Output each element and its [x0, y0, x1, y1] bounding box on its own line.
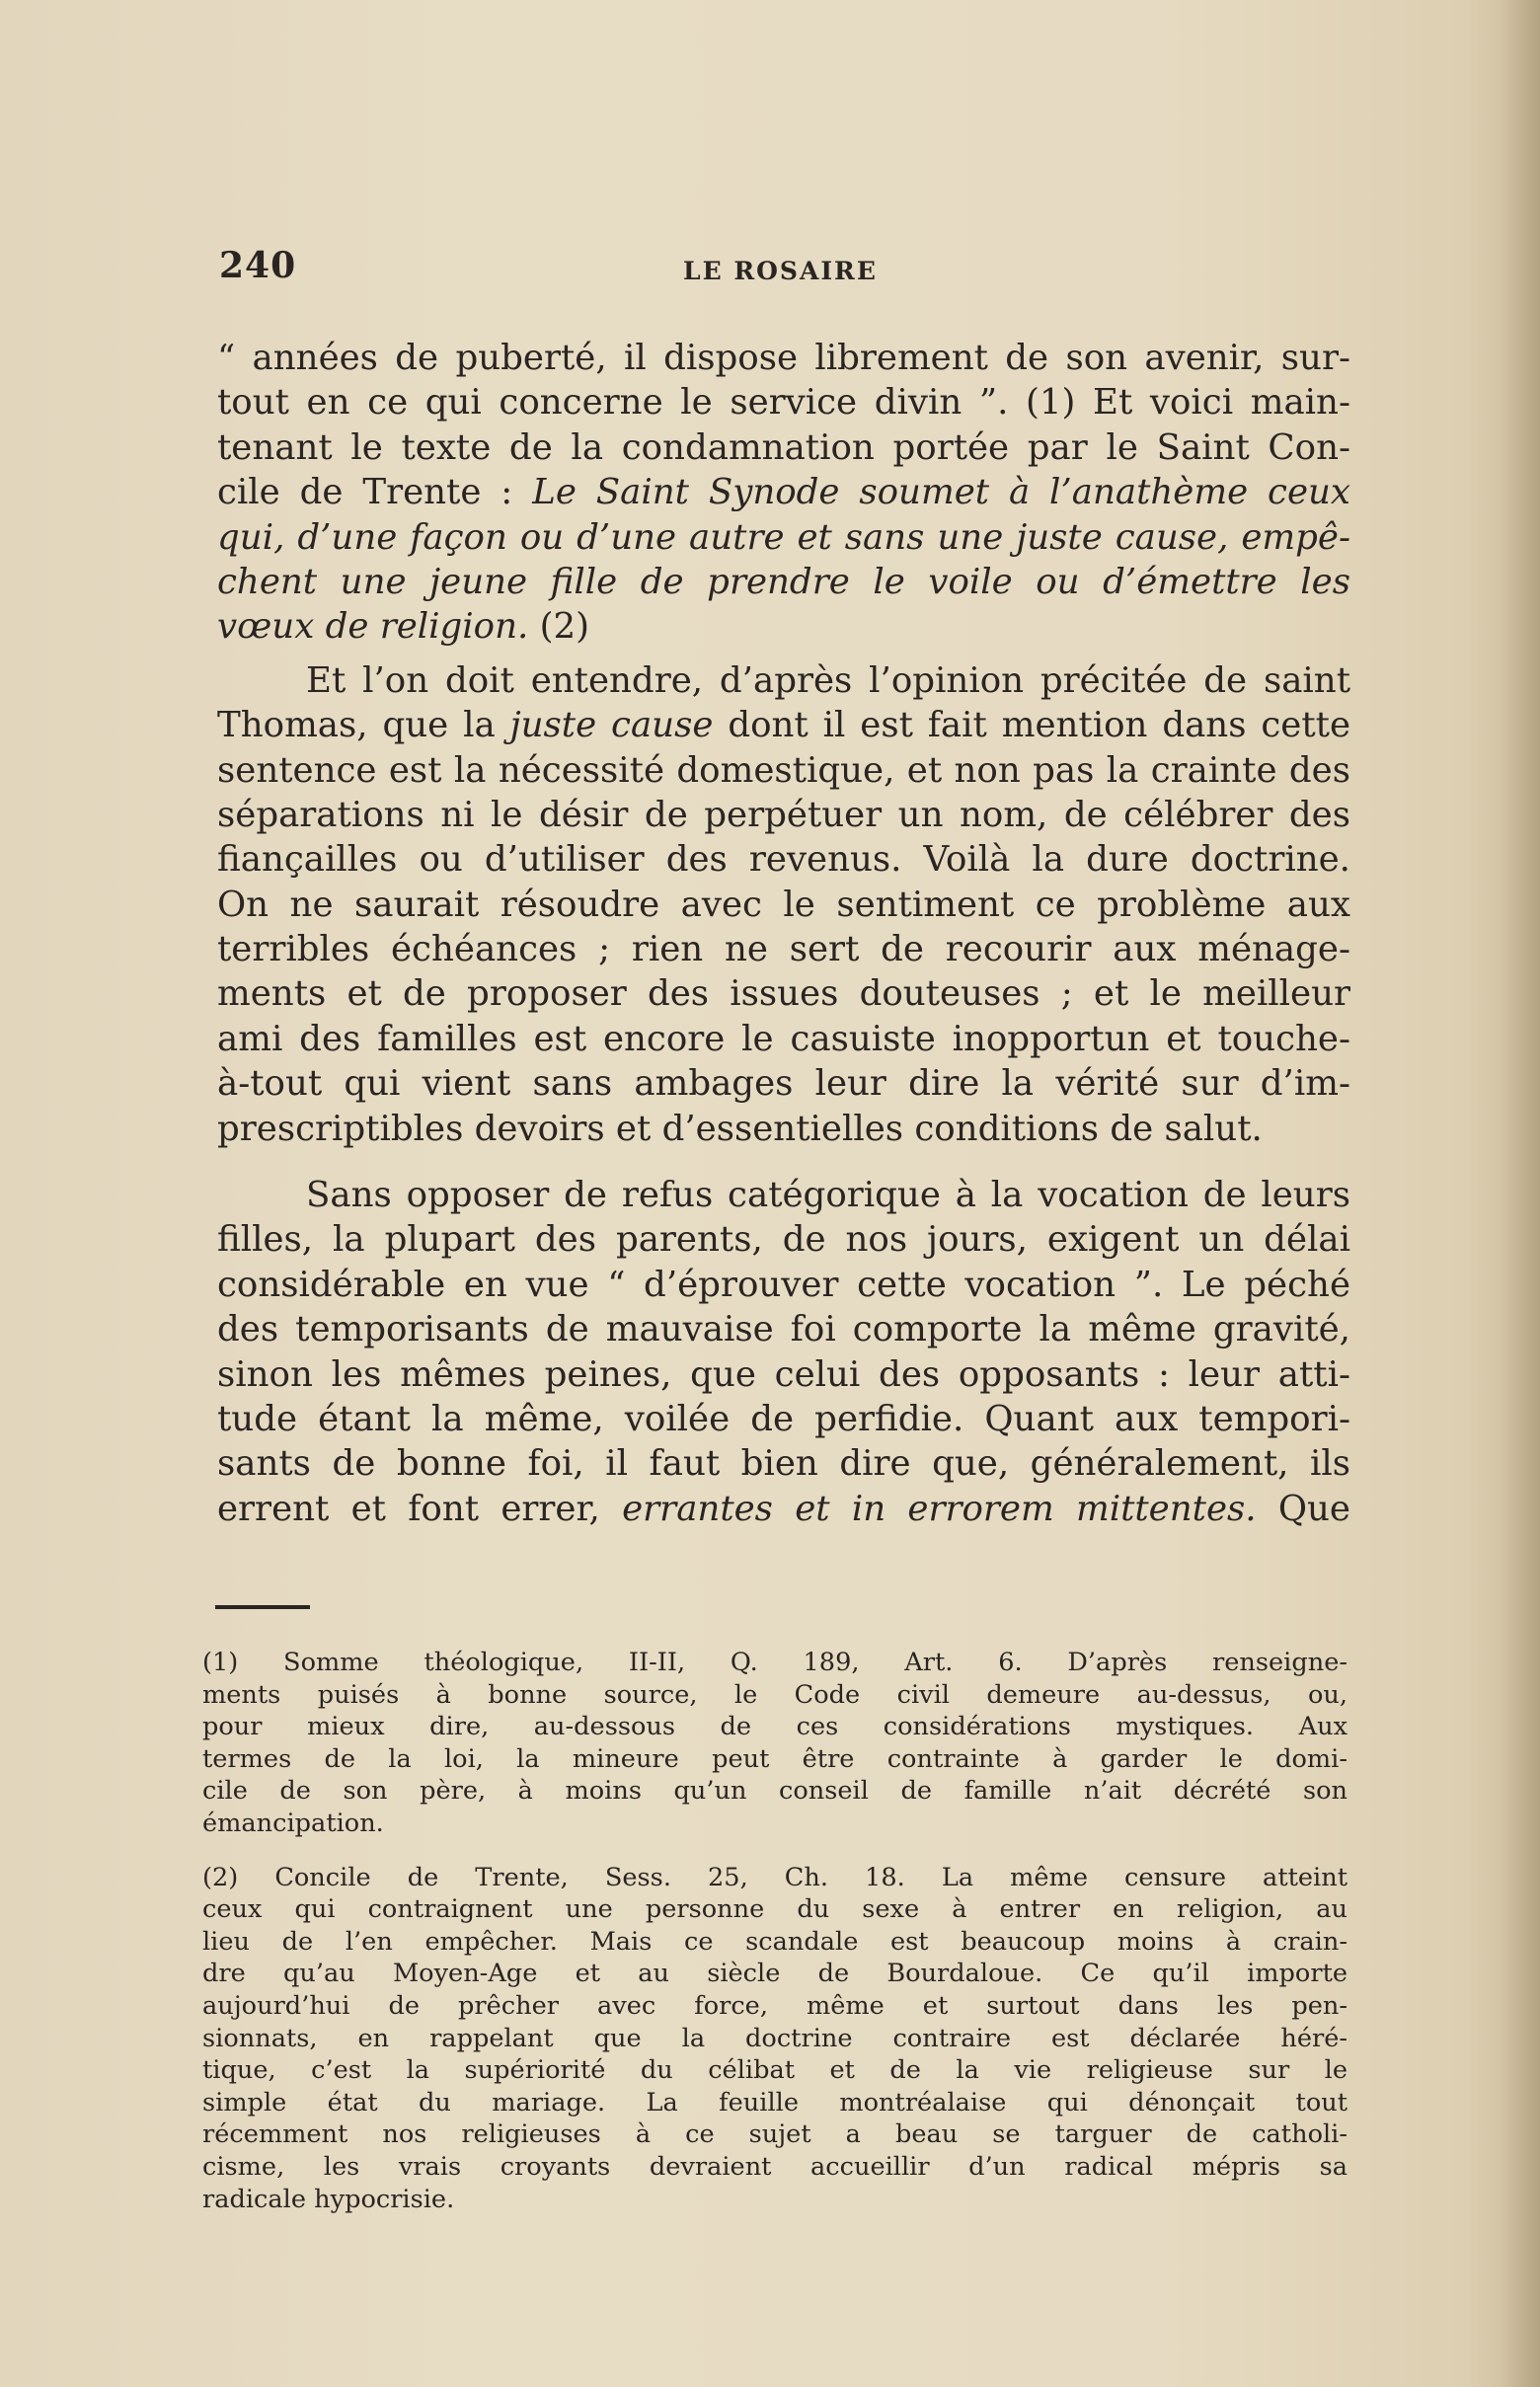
italic-run: errantes et in errorem mittentes.: [622, 1488, 1257, 1529]
main-text: [217, 336, 1350, 1531]
text-line: considérable en vue “ d’éprouver cette vocation ”. Le péché: [217, 1264, 1350, 1305]
footnote-line: tique, c’est la supériorité du célibat et de la vie religieuse sur le: [202, 2055, 1348, 2086]
text-line: prescriptibles devoirs et d’essentielles conditions de salut.: [217, 1108, 1263, 1149]
text-line: tout en ce qui concerne le service divin ”. (1) Et voici main-: [217, 382, 1350, 424]
footnote-divider: [215, 1605, 310, 1609]
text-line: [217, 560, 1350, 604]
text-line: fiançailles ou d’utiliser des revenus. Voilà la dure doctrine.: [217, 839, 1350, 881]
footnote-line: radicale hypocrisie.: [202, 2184, 455, 2214]
footnote-line: simple état du mariage. La feuille montréalaise qui dénonçait tout: [202, 2087, 1348, 2118]
footnote-line: lieu de l’en empêcher. Mais ce scandale est beaucoup moins à crain-: [202, 1926, 1348, 1957]
text-line: sinon les mêmes peines, que celui des opposants : leur atti-: [217, 1353, 1350, 1395]
footnote-line: aujourd’hui de prêcher avec force, même et surtout dans les pen-: [202, 1990, 1348, 2021]
text-line: [217, 604, 1350, 649]
text-line: sentence est la nécessité domestique, et non pas la crainte des: [217, 749, 1350, 791]
paragraph-2: [217, 658, 1350, 1151]
footnote-2: [202, 1862, 1348, 2216]
text-run: cile de Trente :: [217, 472, 533, 513]
footnote-line: ceux qui contraignent une personne du sexe à entrer en religion, au: [202, 1894, 1348, 1925]
footnote-line: récemment nos religieuses à ce sujet a beau se targuer de catholi-: [202, 2119, 1348, 2150]
footnote-line: dre qu’au Moyen-Age et au siècle de Bourdaloue. Ce qu’il importe: [202, 1959, 1348, 1989]
italic-run: Le Saint Synode soumet à l’anathème ceux: [532, 472, 1350, 513]
text-line: [217, 1487, 1350, 1531]
text-run: dont il est fait mention dans cette: [713, 705, 1351, 746]
paragraph-1: [217, 336, 1350, 650]
running-title: LE ROSAIRE: [683, 257, 878, 285]
footnote-line: (2) Concile de Trente, Sess. 25, Ch. 18. La même censure atteint: [202, 1862, 1348, 1892]
text-line: ments et de proposer des issues douteuses ; et le meilleur: [217, 973, 1350, 1015]
footnote-line: termes de la loi, la mineure peut être contrainte à garder le domi-: [202, 1743, 1348, 1774]
footnote-line: émancipation.: [202, 1808, 384, 1838]
text-line: filles, la plupart des parents, de nos jours, exigent un délai: [217, 1219, 1350, 1261]
text-line: Sans opposer de refus catégorique à la vocation de leurs: [306, 1175, 1350, 1216]
text-line: ami des familles est encore le casuiste inopportun et touche-: [217, 1018, 1350, 1059]
text-line: terribles échéances ; rien ne sert de recourir aux ménage-: [217, 929, 1350, 970]
text-line: On ne saurait résoudre avec le sentiment ce problème aux: [217, 884, 1350, 925]
page-edge-shadow: [1501, 0, 1540, 2387]
footnote-ref: (2): [528, 606, 590, 648]
text-line: [217, 703, 1350, 747]
text-line: [217, 470, 1350, 514]
footnote-line: sionnats, en rappelant que la doctrine contraire est déclarée héré-: [202, 2023, 1348, 2053]
footnotes: [202, 1647, 1348, 2215]
text-run: Thomas, que la: [217, 705, 510, 746]
text-run: Que: [1256, 1488, 1350, 1529]
text-line: sants de bonne foi, il faut bien dire que, généralement, ils: [217, 1443, 1350, 1485]
italic-run: chent une jeune fille de prendre le voile ou d’émettre les: [217, 561, 1350, 602]
footnote-line: ments puisés à bonne source, le Code civil demeure au-dessus, ou,: [202, 1679, 1348, 1710]
text-line: séparations ni le désir de perpétuer un nom, de célébrer des: [217, 794, 1350, 835]
footnote-line: pour mieux dire, au-dessous de ces considérations mystiques. Aux: [202, 1712, 1348, 1742]
text-line: [217, 515, 1350, 560]
text-line: tenant le texte de la condamnation portée par le Saint Con-: [217, 426, 1350, 468]
italic-run: qui, d’une façon ou d’une autre et sans une juste cause, empê-: [217, 516, 1350, 558]
text-run: errent et font errer,: [217, 1488, 623, 1529]
footnote-line: (1) Somme théologique, II-II, Q. 189, Art. 6. D’après renseigne-: [202, 1648, 1348, 1677]
footnote-line: cile de son père, à moins qu’un conseil de famille n’ait décrété son: [202, 1776, 1348, 1807]
paragraph-3: [217, 1173, 1350, 1531]
page-header: [219, 245, 1349, 292]
footnote-line: cisme, les vrais croyants devraient accueillir d’un radical mépris sa: [202, 2151, 1348, 2182]
footnote-1: [202, 1647, 1348, 1840]
text-line: à-tout qui vient sans ambages leur dire la vérité sur d’im-: [217, 1063, 1350, 1105]
italic-run: vœux de religion.: [217, 606, 529, 648]
text-line: “ années de puberté, il dispose librement de son avenir, sur-: [217, 338, 1350, 378]
text-line: des temporisants de mauvaise foi comporte la même gravité,: [217, 1309, 1350, 1350]
page-number: 240: [219, 245, 297, 286]
italic-run: juste cause: [509, 705, 714, 746]
text-line: Et l’on doit entendre, d’après l’opinion précitée de saint: [306, 659, 1350, 701]
text-line: tude étant la même, voilée de perfidie. Quant aux tempori-: [217, 1398, 1350, 1439]
